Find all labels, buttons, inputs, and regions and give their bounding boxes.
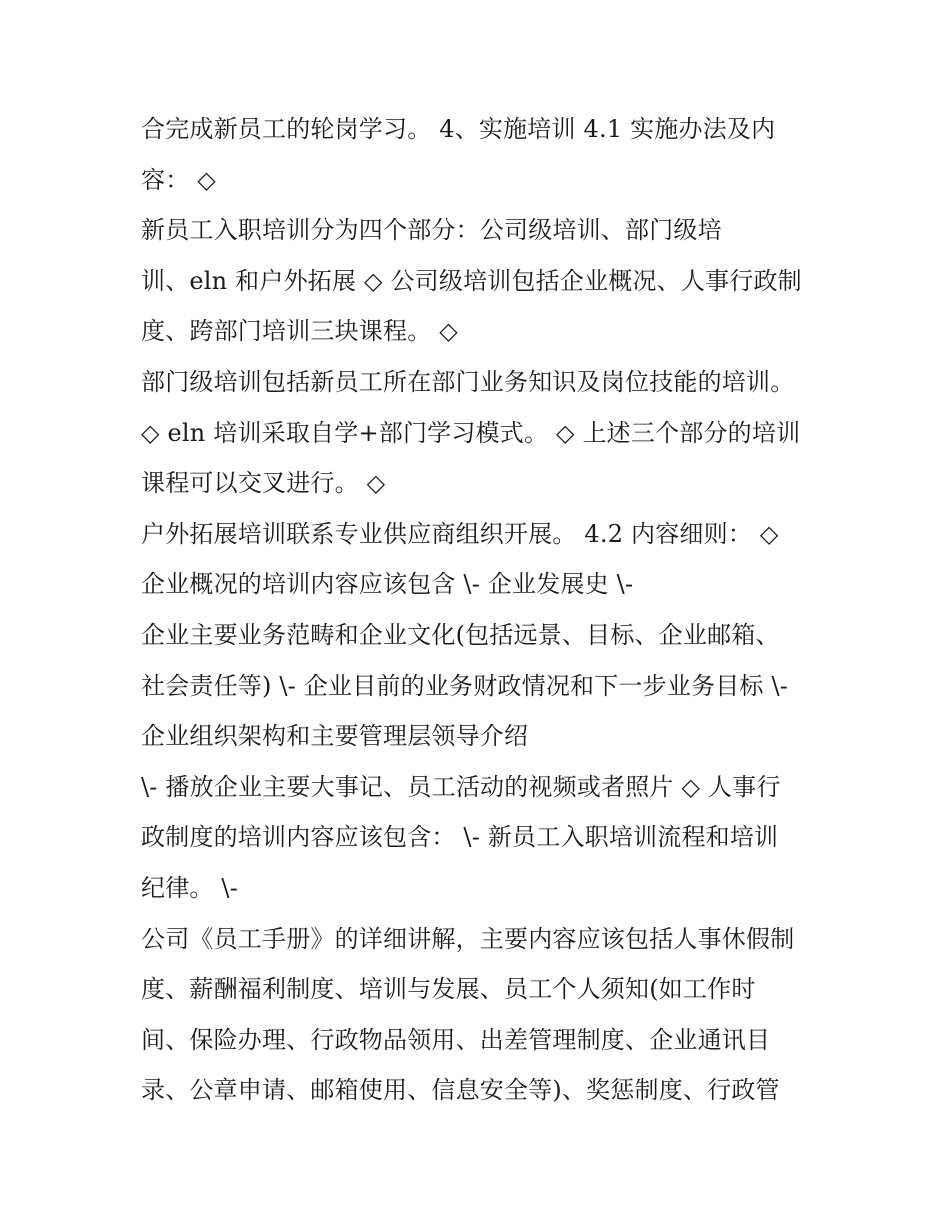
text-line: 容： ◇ — [141, 165, 216, 194]
text-line: 社会责任等) \- 企业目前的业务财政情况和下一步业务目标 \- — [141, 671, 789, 700]
text-line: 训、eln 和户外拓展 ◇ 公司级培训包括企业概况、人事行政制 — [141, 266, 802, 295]
text-line: \- 播放企业主要大事记、员工活动的视频或者照片 ◇ 人事行 — [141, 772, 781, 801]
text-line: 户外拓展培训联系专业供应商组织开展。 4.2 内容细则： ◇ — [141, 519, 779, 548]
text-line: 企业组织架构和主要管理层领导介绍 — [141, 722, 529, 751]
text-line: ◇ eln 培训采取自学+部门学习模式。 ◇ 上述三个部分的培训 — [141, 418, 801, 447]
text-line: 公司《员工手册》的详细讲解，主要内容应该包括人事休假制 — [141, 924, 795, 953]
text-line: 新员工入职培训分为四个部分：公司级培训、部门级培 — [141, 216, 722, 245]
text-line: 课程可以交叉进行。 ◇ — [141, 469, 386, 498]
text-line: 企业主要业务范畴和企业文化(包括远景、目标、企业邮箱、 — [141, 620, 780, 649]
text-line: 度、跨部门培训三块课程。 ◇ — [141, 317, 458, 346]
body-text — [141, 104, 821, 1116]
text-line: 录、公章申请、邮箱使用、信息安全等)、奖惩制度、行政管 — [141, 1076, 780, 1105]
text-line: 度、薪酬福利制度、培训与发展、员工个人须知(如工作时 — [141, 975, 756, 1004]
text-line: 政制度的培训内容应该包含： \- 新员工入职培训流程和培训 — [141, 823, 779, 852]
text-line: 部门级培训包括新员工所在部门业务知识及岗位技能的培训。 — [141, 367, 795, 396]
text-line: 企业概况的培训内容应该包含 \- 企业发展史 \- — [141, 570, 634, 599]
text-line: 合完成新员工的轮岗学习。 4、实施培训 4.1 实施办法及内 — [141, 115, 776, 143]
text-line: 间、保险办理、行政物品领用、出差管理制度、企业通讯目 — [141, 1025, 771, 1054]
text-line: 纪律。 \- — [141, 873, 239, 902]
